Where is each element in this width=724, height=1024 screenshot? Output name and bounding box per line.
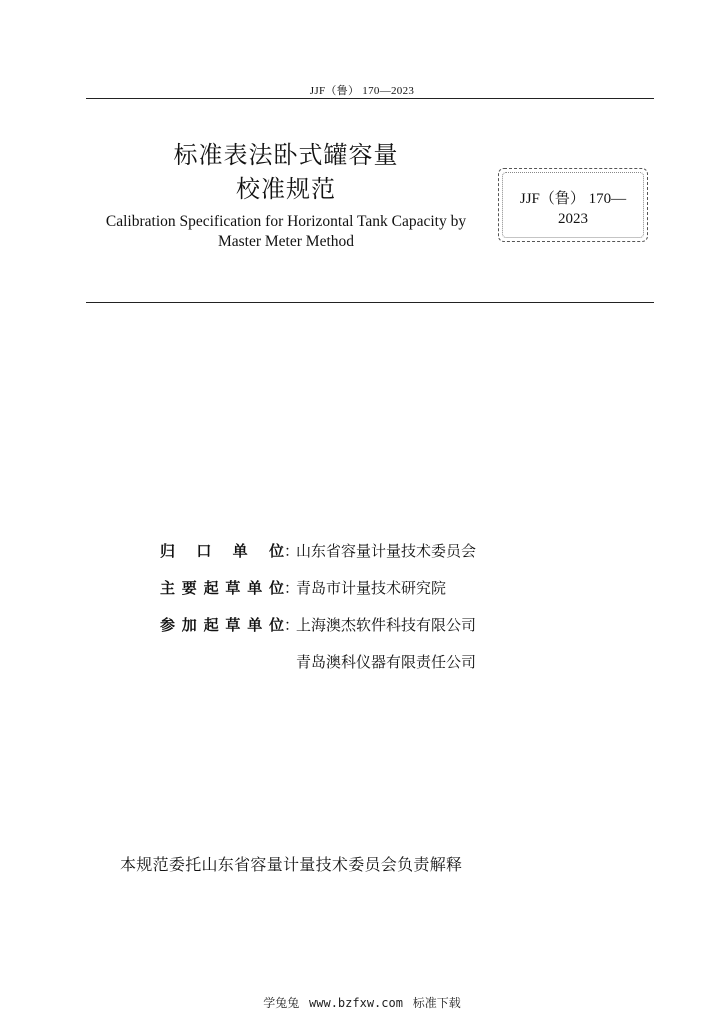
document-code-box — [498, 168, 648, 242]
drafter-value: 青岛市计量技术研究院 — [296, 579, 447, 597]
drafter-label: 参加起草单位 — [160, 616, 284, 634]
watermark-tagline: 标准下载 — [412, 996, 461, 1010]
title-en-line-2: Master Meter Method — [217, 233, 355, 250]
drafter-row-participating — [160, 606, 580, 643]
title-zh-line-1: 标准表法卧式罐容量 — [173, 141, 399, 169]
header-divider — [86, 98, 654, 99]
code-box-line-2: 2023 — [558, 211, 588, 227]
watermark-footer — [0, 994, 724, 1011]
watermark-site-name: 学兔兔 — [263, 996, 300, 1010]
document-code-header: JJF（鲁） 170—2023 — [309, 85, 415, 97]
drafter-colon: ： — [284, 579, 300, 597]
drafting-units — [160, 532, 580, 680]
drafter-colon: ： — [284, 616, 300, 634]
title-block — [86, 138, 486, 252]
drafter-row-main — [160, 569, 580, 606]
title-en-line-1: Calibration Specification for Horizontal Tank Capacity by — [105, 213, 467, 230]
title-zh-line-2: 校准规范 — [236, 175, 336, 203]
drafter-row-participating-2 — [160, 643, 580, 680]
drafter-label: 主要起草单位 — [160, 579, 284, 597]
drafter-colon: ： — [284, 542, 300, 560]
drafter-row-responsible — [160, 532, 580, 569]
drafter-label: 归 口 单 位 — [160, 542, 284, 560]
drafter-value: 上海澳杰软件科技有限公司 — [296, 616, 477, 634]
title-en — [86, 212, 486, 252]
title-divider — [86, 302, 654, 303]
interpretation-note: 本规范委托山东省容量计量技术委员会负责解释 — [120, 855, 463, 874]
drafter-value: 山东省容量计量技术委员会 — [296, 542, 477, 560]
drafter-value: 青岛澳科仪器有限责任公司 — [296, 653, 477, 671]
watermark-url[interactable]: www.bzfxw.com — [309, 996, 403, 1010]
code-box-line-1: JJF（鲁） 170— — [519, 191, 627, 207]
